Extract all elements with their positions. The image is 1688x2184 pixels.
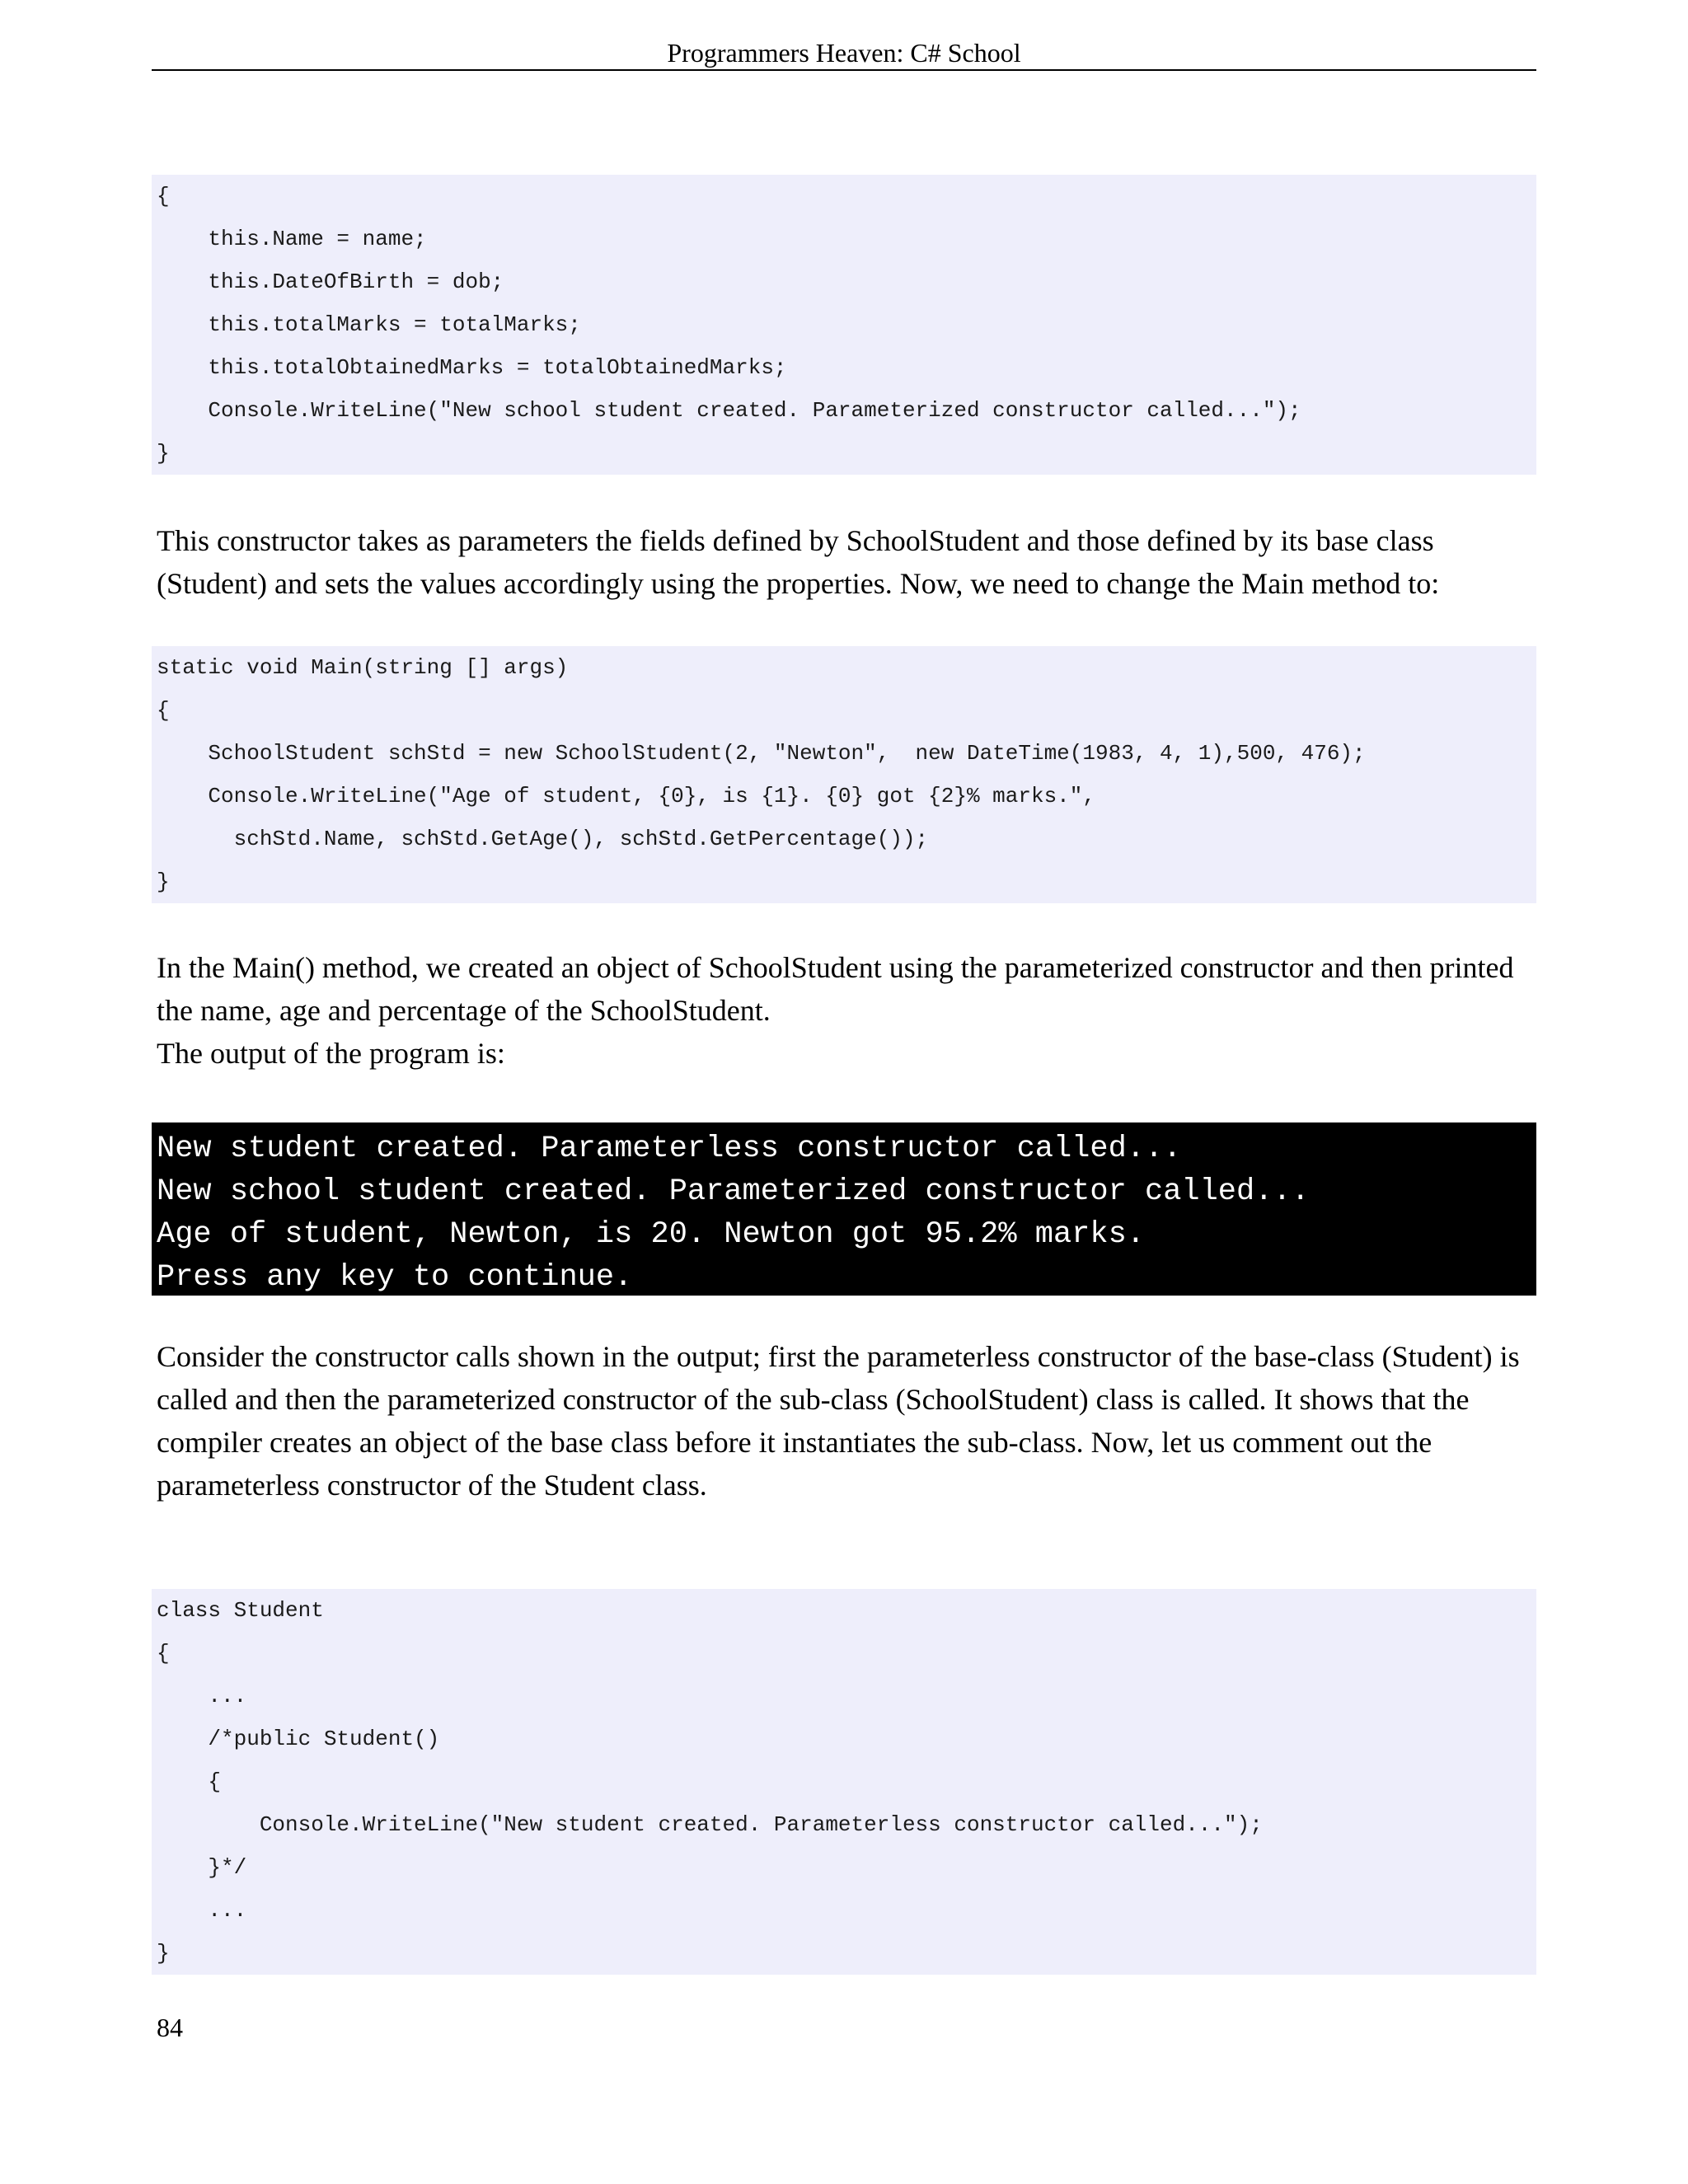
console-line: New school student created. Parameterized constructor called...	[157, 1174, 1310, 1209]
code-line: this.totalObtainedMarks = totalObtainedMarks;	[157, 355, 787, 380]
page-number: 84	[157, 2013, 183, 2042]
code-line: }	[157, 441, 170, 466]
paragraph-text: Consider the constructor calls shown in the output; first the parameterless constructor of the base-class (Student) is called and then the parameterized constructor of the sub-class (SchoolStudent) class is called. It shows that the compiler creates an object of the base class before it instantiates the sub-class. Now, let us comment out the parameterless constructor of the Student class.	[157, 1340, 1520, 1502]
console-output	[152, 1122, 1536, 1296]
code-line: }	[157, 869, 170, 894]
code-line: ...	[157, 1898, 247, 1923]
code-line: Console.WriteLine("New school student created. Parameterized constructor called...");	[157, 398, 1301, 423]
code-line: {	[157, 1769, 222, 1794]
code-line: schStd.Name, schStd.GetAge(), schStd.GetPercentage());	[157, 827, 929, 851]
code-line: }	[157, 1941, 170, 1966]
console-line: Age of student, Newton, is 20. Newton got 95.2% marks.	[157, 1217, 1145, 1252]
code-line: this.Name = name;	[157, 227, 427, 251]
paragraph-text: In the Main() method, we created an object of SchoolStudent using the parameterized constructor and then printed the name, age and percentage of the SchoolStudent.	[157, 951, 1514, 1027]
code-line: {	[157, 184, 170, 209]
paragraph-text: This constructor takes as parameters the fields defined by SchoolStudent and those defined by its base class (Student) and sets the values accordingly using the properties. Now, we need to change the Main method to:	[157, 524, 1440, 600]
code-line: SchoolStudent schStd = new SchoolStudent(2, "Newton", new DateTime(1983, 4, 1),500, 476);	[157, 741, 1366, 766]
code-line: class Student	[157, 1598, 324, 1623]
paragraph-constructor-order	[157, 1335, 1541, 1507]
code-line: this.totalMarks = totalMarks;	[157, 312, 581, 337]
code-line: {	[157, 1641, 170, 1666]
paragraph-constructor-explanation	[157, 519, 1541, 605]
code-line: }*/	[157, 1855, 247, 1880]
code-line: this.DateOfBirth = dob;	[157, 269, 504, 294]
code-line: Console.WriteLine("New student created. Parameterless constructor called...");	[157, 1812, 1263, 1837]
console-line: Press any key to continue.	[157, 1260, 633, 1295]
paragraph-main-explanation	[157, 946, 1541, 1075]
code-block-student-class	[152, 1589, 1536, 1975]
code-block-constructor-body	[152, 175, 1536, 475]
code-line: static void Main(string [] args)	[157, 655, 569, 680]
code-line: {	[157, 698, 170, 723]
header-divider	[152, 69, 1536, 71]
code-block-main-method	[152, 646, 1536, 903]
code-line: Console.WriteLine("Age of student, {0}, is {1}. {0} got {2}% marks.",	[157, 784, 1095, 808]
console-line: New student created. Parameterless constructor called...	[157, 1132, 1182, 1166]
paragraph-text: The output of the program is:	[157, 1037, 505, 1070]
code-line: /*public Student()	[157, 1727, 440, 1751]
page-header-title: Programmers Heaven: C# School	[667, 38, 1021, 68]
code-line: ...	[157, 1684, 247, 1708]
